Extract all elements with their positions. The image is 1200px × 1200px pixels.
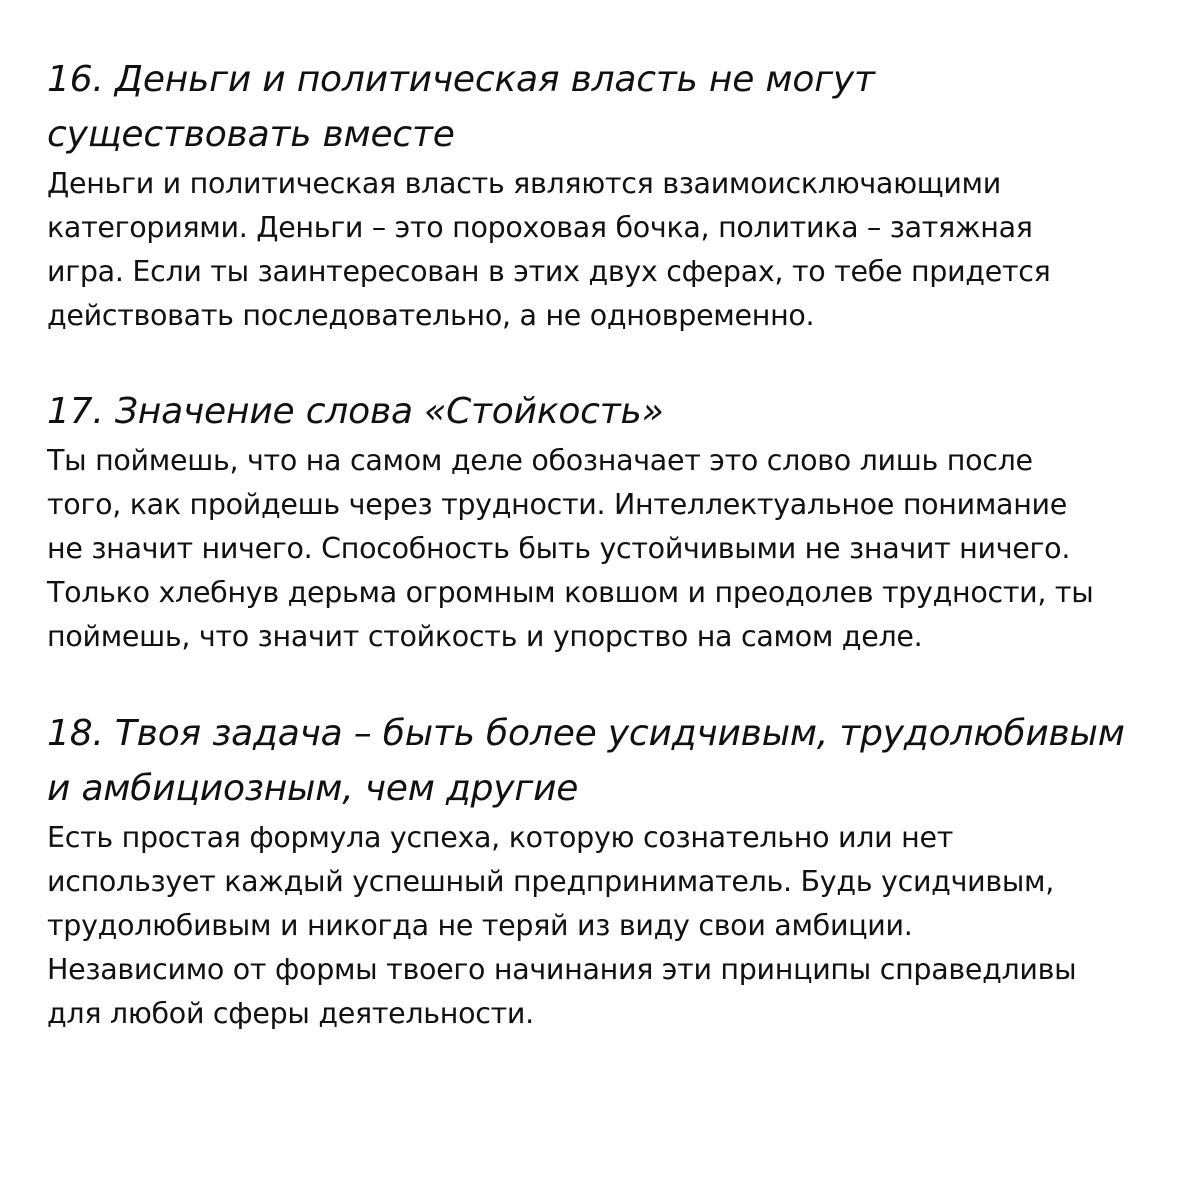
heading-line: 16. Деньги и политическая власть не могут bbox=[47, 59, 875, 100]
heading-line: 18. Твоя задача – быть более усидчивым, трудолюбивым bbox=[47, 713, 1125, 754]
body-line: категориями. Деньги – это пороховая бочка, политика – затяжная bbox=[47, 211, 1033, 244]
body-line: трудолюбивым и никогда не теряй из виду свои амбиции. bbox=[47, 909, 913, 942]
section-18 bbox=[47, 706, 1167, 1036]
body-line: Есть простая формула успеха, которую сознательно или нет bbox=[47, 821, 954, 854]
heading-line: 17. Значение слова «Стойкость» bbox=[47, 391, 664, 432]
body-line: Независимо от формы твоего начинания эти принципы справедливы bbox=[47, 953, 1077, 986]
section-heading bbox=[47, 384, 1167, 439]
body-line: Ты поймешь, что на самом деле обозначает это слово лишь после bbox=[47, 444, 1033, 477]
section-heading bbox=[47, 706, 1167, 816]
section-heading bbox=[47, 52, 1167, 162]
section-16 bbox=[47, 52, 1167, 338]
body-line: того, как пройдешь через трудности. Интеллектуальное понимание bbox=[47, 488, 1067, 521]
body-line: действовать последовательно, а не одновременно. bbox=[47, 299, 815, 332]
body-line: не значит ничего. Способность быть устойчивыми не значит ничего. bbox=[47, 532, 1071, 565]
section-body bbox=[47, 439, 1167, 659]
body-line: поймешь, что значит стойкость и упорство на самом деле. bbox=[47, 620, 923, 653]
section-body bbox=[47, 816, 1167, 1036]
body-line: игра. Если ты заинтересован в этих двух сферах, то тебе придется bbox=[47, 255, 1051, 288]
body-line: Деньги и политическая власть являются взаимоисключающими bbox=[47, 167, 1001, 200]
heading-line: и амбициозным, чем другие bbox=[47, 768, 579, 809]
body-line: Только хлебнув дерьма огромным ковшом и преодолев трудности, ты bbox=[47, 576, 1094, 609]
section-body bbox=[47, 162, 1167, 338]
heading-line: существовать вместе bbox=[47, 114, 455, 155]
body-line: использует каждый успешный предприниматель. Будь усидчивым, bbox=[47, 865, 1054, 898]
document-page bbox=[47, 52, 1167, 1036]
body-line: для любой сферы деятельности. bbox=[47, 997, 534, 1030]
section-17 bbox=[47, 384, 1167, 659]
